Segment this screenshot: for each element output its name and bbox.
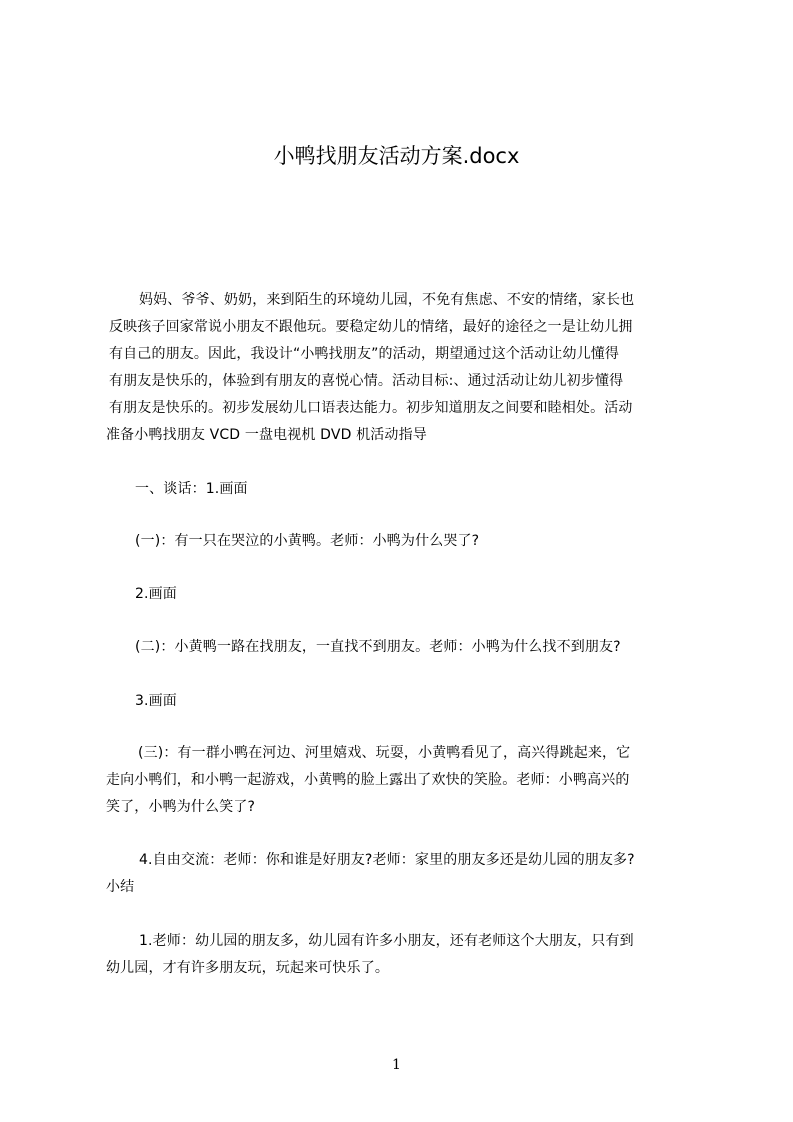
intro-line-1: 妈妈、爷爷、奶奶，来到陌生的环境幼儿园，不免有焦虑、不安的情绪，家长也 xyxy=(139,292,635,308)
intro-line-5: 有朋友是快乐的。初步发展幼儿口语表达能力。初步知道朋友之间要和睦相处。活动 xyxy=(109,400,633,416)
picture-2-text: (二)：小黄鸭一路在找朋友，一直找不到朋友。老师：小鸭为什么找不到朋友? xyxy=(135,639,621,655)
picture-1-text: (一)：有一只在哭泣的小黄鸭。老师：小鸭为什么哭了? xyxy=(135,533,480,549)
picture-3-heading: 3.画面 xyxy=(135,693,177,709)
talk-heading: 一、谈话：1.画面 xyxy=(135,481,248,497)
page-number: 1 xyxy=(392,1057,401,1073)
intro-line-2: 反映孩子回家常说小朋友不跟他玩。要稳定幼儿的情绪，最好的途径之一是让幼儿拥 xyxy=(109,319,633,335)
summary-line-2: 幼儿园，才有许多朋友玩，玩起来可快乐了。 xyxy=(106,960,389,976)
picture-3-line-1: (三)：有一群小鸭在河边、河里嬉戏、玩耍，小黄鸭看见了，高兴得跳起来，它 xyxy=(138,745,631,761)
intro-line-4: 有朋友是快乐的，体验到有朋友的喜悦心情。活动目标:、通过活动让幼儿初步懂得 xyxy=(109,373,624,389)
picture-3-line-3: 笑了，小鸭为什么笑了? xyxy=(106,799,256,815)
document-title: 小鸭找朋友活动方案.docx xyxy=(273,144,520,168)
free-talk-line-1: 4.自由交流：老师：你和谁是好朋友?老师：家里的朋友多还是幼儿园的朋友多? xyxy=(139,852,635,868)
intro-line-3: 有自己的朋友。因此，我设计“小鸭找朋友”的活动，期望通过这个活动让幼儿懂得 xyxy=(109,346,620,362)
summary-line-1: 1.老师：幼儿园的朋友多，幼儿园有许多小朋友，还有老师这个大朋友，只有到 xyxy=(139,933,634,949)
intro-line-6: 准备小鸭找朋友 VCD 一盘电视机 DVD 机活动指导 xyxy=(106,427,427,443)
picture-3-line-2: 走向小鸭们，和小鸭一起游戏，小黄鸭的脸上露出了欢快的笑脸。老师：小鸭高兴的 xyxy=(106,772,630,788)
summary-heading: 小结 xyxy=(106,879,135,895)
picture-2-heading: 2.画面 xyxy=(135,586,177,602)
